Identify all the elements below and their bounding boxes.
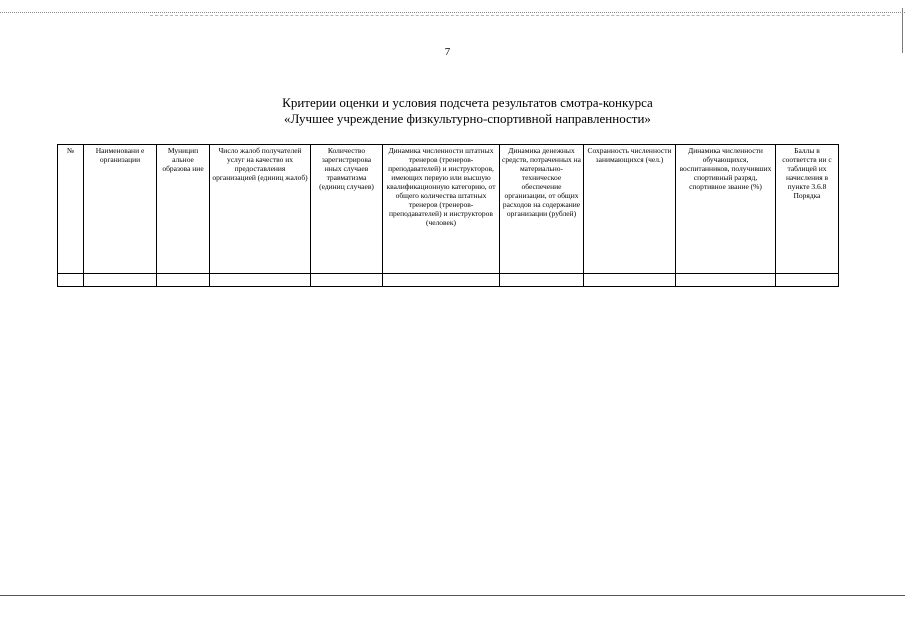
header-organization-name: Наименовани е организации xyxy=(84,145,157,274)
criteria-table xyxy=(57,144,839,287)
header-rank-dynamics: Динамика численности обучающихся, воспитанников, получивших спортивный разряд, спортивное звание (%) xyxy=(676,145,776,274)
table-cell xyxy=(776,274,839,287)
document-title-line-1: Критерии оценки и условия подсчета результатов смотра-конкурса xyxy=(282,95,653,110)
table-cell xyxy=(383,274,500,287)
header-municipality: Муницип альное образова ние xyxy=(157,145,210,274)
table-cell xyxy=(84,274,157,287)
table-cell xyxy=(500,274,584,287)
header-points: Баллы в соответств ии с таблицей их начисления в пункте 3.6.8 Порядка xyxy=(776,145,839,274)
header-complaints-count: Число жалоб получателей услуг на качество их предоставления организацией (единиц жалоб) xyxy=(210,145,311,274)
header-coaches-dynamics: Динамика численности штатных тренеров (тренеров-преподавателей) и инструкторов, имеющих первую или высшую квалификационную категорию, от общего количества штатных тренеров (тренеров-преподавателей) и инструкторов (человек) xyxy=(383,145,500,274)
table-cell xyxy=(210,274,311,287)
scan-right-edge xyxy=(902,8,903,53)
table-cell xyxy=(157,274,210,287)
header-retention: Сохранность численности занимающихся (чел.) xyxy=(584,145,676,274)
scan-top-edge-secondary xyxy=(150,15,890,16)
table-header-row xyxy=(58,145,839,274)
table-cell xyxy=(58,274,84,287)
table-cell xyxy=(676,274,776,287)
page-number: 7 xyxy=(444,46,451,58)
document-title xyxy=(0,95,905,127)
table-cell xyxy=(311,274,383,287)
header-injury-cases: Количество зарегистрирова нных случаев травматизма (единиц случаев) xyxy=(311,145,383,274)
header-number: № xyxy=(58,145,84,274)
document-title-line-2: «Лучшее учреждение физкультурно-спортивной направленности» xyxy=(284,111,651,126)
table-row xyxy=(58,274,839,287)
scan-top-edge xyxy=(0,12,905,13)
scan-bottom-line xyxy=(0,595,905,596)
header-funding-dynamics: Динамика денежных средств, потраченных на материально-техническое обеспечение организации, от общих расходов на содержание организации (рублей) xyxy=(500,145,584,274)
table-cell xyxy=(584,274,676,287)
